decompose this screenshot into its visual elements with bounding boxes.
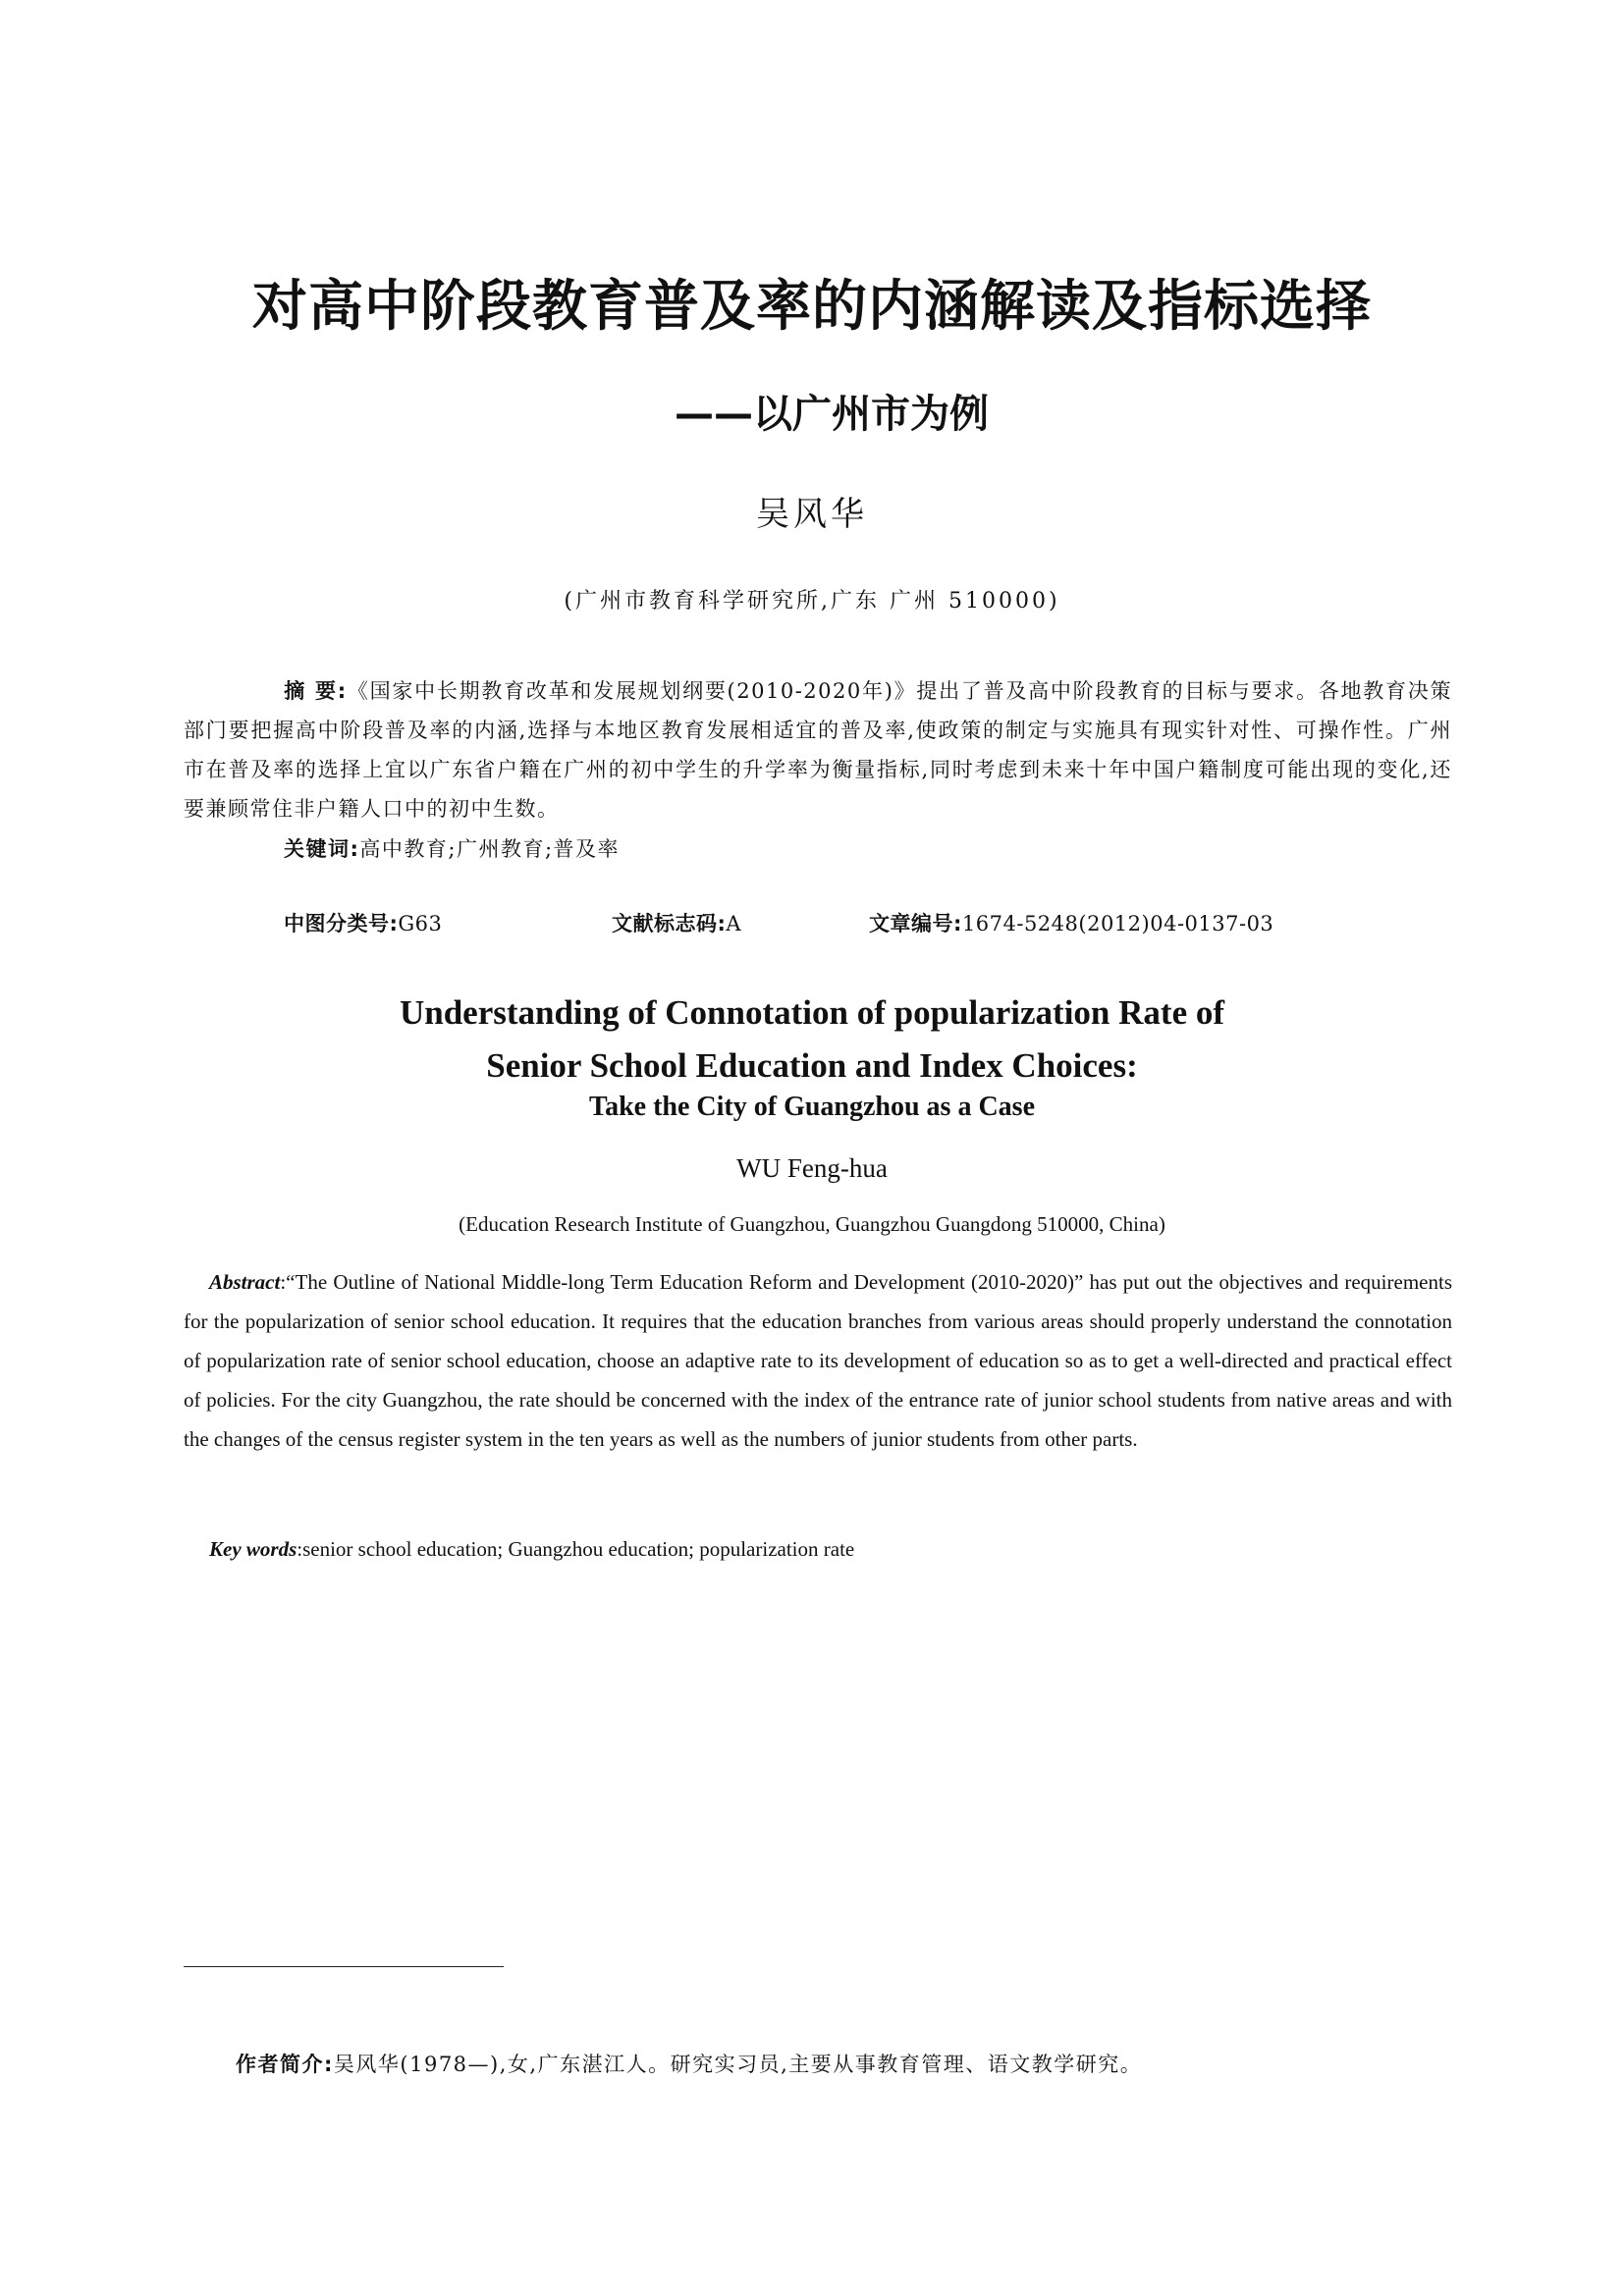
classification-value: G63 xyxy=(398,912,443,935)
english-author: WU Feng-hua xyxy=(736,1153,888,1183)
english-keywords-text: :senior school education; Guangzhou education; popularization rate xyxy=(297,1537,855,1561)
document-code-value: A xyxy=(726,912,742,935)
chinese-affiliation: (广州市教育科学研究所,广东 广州 510000) xyxy=(564,589,1060,614)
chinese-author: 吴风华 xyxy=(756,495,868,534)
chinese-abstract-label: 摘 要: xyxy=(284,679,348,703)
english-title xyxy=(0,987,1624,1093)
chinese-keywords xyxy=(284,829,1552,869)
chinese-abstract xyxy=(184,671,1452,828)
article-number-label: 文章编号: xyxy=(869,912,962,935)
classification-number xyxy=(284,908,442,937)
footnote-text: 吴风华(1978—),女,广东湛江人。研究实习员,主要从事教育管理、语文教学研究。 xyxy=(333,2053,1143,2076)
article-number xyxy=(869,908,1273,937)
english-keywords-label: Key words xyxy=(209,1537,298,1561)
chinese-keywords-text: 高中教育;广州教育;普及率 xyxy=(359,837,621,861)
english-abstract-text: :“The Outline of National Middle-long Term Education Reform and Development (2010-2020)” has put out the objectives and requirements for the popularization of senior school education. It requires that the education branches from various areas should properly understand the connotation of popularization rate of senior school education, choose an adaptive rate to its development of education so as to get a well-directed and practical effect of policies. For the city Guangzhou, the rate should be concerned with the index of the entrance rate of junior school students from native areas and with the changes of the census register system in the ten years as well as the numbers of junior students from other parts. xyxy=(184,1270,1452,1451)
document-code-label: 文献标志码: xyxy=(612,912,727,935)
english-abstract-label: Abstract xyxy=(209,1270,281,1294)
chinese-abstract-text: 《国家中长期教育改革和发展规划纲要(2010-2020年)》提出了普及高中阶段教育的目标与要求。各地教育决策部门要把握高中阶段普及率的内涵,选择与本地区教育发展相适宜的普及率,使政策的制定与实施具有现实针对性、可操作性。广州市在普及率的选择上宜以广东省户籍在广州的初中学生的升学率为衡量指标,同时考虑到未来十年中国户籍制度可能出现的变化,还要兼顾常住非户籍人口中的初中生数。 xyxy=(184,679,1452,821)
footnote-divider xyxy=(184,1966,504,1967)
article-number-value: 1674-5248(2012)04-0137-03 xyxy=(961,912,1274,935)
english-subtitle: Take the City of Guangzhou as a Case xyxy=(588,1092,1035,1122)
document-code xyxy=(612,908,741,937)
author-footnote xyxy=(236,2049,1142,2078)
english-abstract xyxy=(184,1262,1452,1459)
english-keywords xyxy=(209,1537,1478,1562)
classification-label: 中图分类号: xyxy=(284,912,399,935)
english-title-line1: Understanding of Connotation of popularization Rate of xyxy=(399,993,1225,1032)
english-title-line2: Senior School Education and Index Choices: xyxy=(486,1046,1138,1085)
chinese-keywords-label: 关键词: xyxy=(284,837,360,861)
chinese-title: 对高中阶段教育普及率的内涵解读及指标选择 xyxy=(252,275,1372,339)
english-affiliation: (Education Research Institute of Guangzhou, Guangzhou Guangdong 510000, China) xyxy=(459,1212,1165,1236)
chinese-subtitle: ——以广州市为例 xyxy=(675,392,989,437)
footnote-label: 作者简介: xyxy=(236,2053,334,2076)
